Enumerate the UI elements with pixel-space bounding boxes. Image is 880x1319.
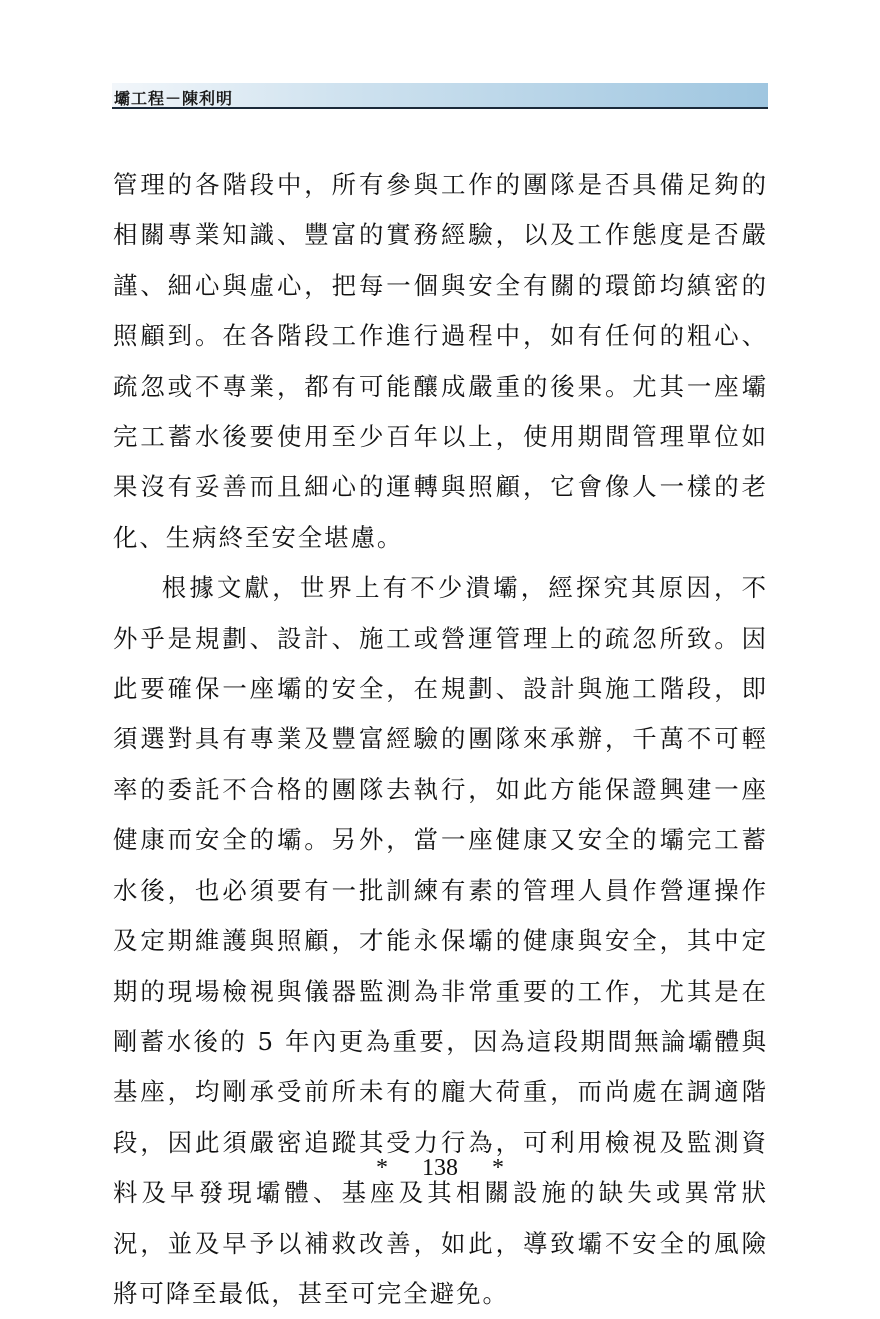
- body-text: [113, 160, 768, 1319]
- footer-star-left: *: [376, 1155, 388, 1181]
- running-header: [112, 83, 768, 109]
- footer-star-right: *: [492, 1155, 504, 1181]
- header-title: 壩工程－陳利明: [114, 89, 234, 108]
- paragraph-2: 根據文獻，世界上有不少潰壩，經探究其原因，不外乎是規劃、設計、施工或營運管理上的疏忽所致。因此要確保一座壩的安全，在規劃、設計與施工階段，即須選對具有專業及豐富經驗的團隊來承辦，千萬不可輕率的委託不合格的團隊去執行，如此方能保證興建一座健康而安全的壩。另外，當一座健康又安全的壩完工蓄水後，也必須要有一批訓練有素的管理人員作營運操作及定期維護與照顧，才能永保壩的健康與安全，其中定期的現場檢視與儀器監測為非常重要的工作，尤其是在剛蓄水後的 5 年內更為重要，因為這段期間無論壩體與基座，均剛承受前所未有的龐大荷重，而尚處在調適階段，因此須嚴密追蹤其受力行為，可利用檢視及監測資料及早發現壩體、基座及其相關設施的缺失或異常狀況，並及早予以補救改善，如此，導致壩不安全的風險將可降至最低，甚至可完全避免。: [113, 573, 768, 1308]
- paragraph-1: 管理的各階段中，所有參與工作的團隊是否具備足夠的相關專業知識、豐富的實務經驗，以及工作態度是否嚴謹、細心與虛心，把每一個與安全有關的環節均縝密的照顧到。在各階段工作進行過程中，如有任何的粗心、疏忽或不專業，都有可能釀成嚴重的後果。尤其一座壩完工蓄水後要使用至少百年以上，使用期間管理單位如果沒有妥善而且細心的運轉與照顧，它會像人一樣的老化、生病終至安全堪慮。: [113, 170, 768, 552]
- page-number: 138: [422, 1155, 458, 1181]
- page-footer: [0, 1155, 880, 1182]
